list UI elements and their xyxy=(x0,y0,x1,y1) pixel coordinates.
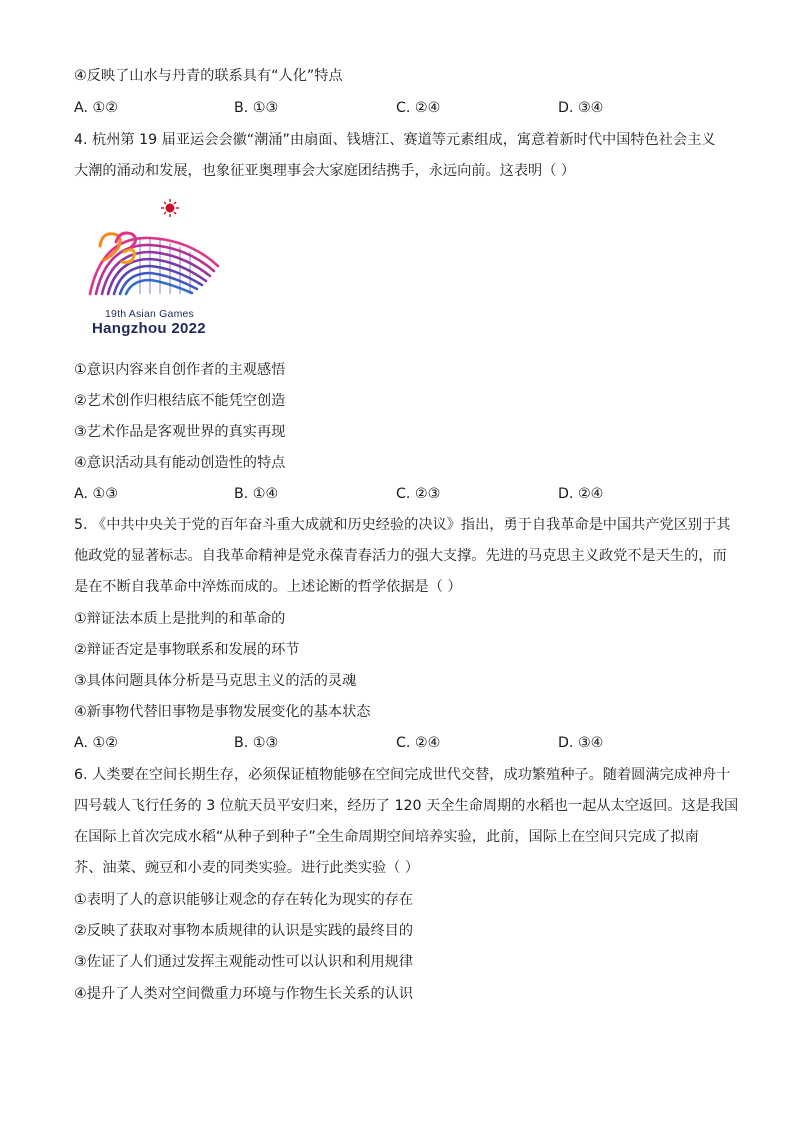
q3-option-c: C. ②④ xyxy=(396,100,441,116)
q4-options xyxy=(74,485,714,503)
q5-option-c: C. ②④ xyxy=(396,735,441,751)
q4-option-a: A. ①③ xyxy=(74,486,118,502)
q6-stem-line-2: 四号载人飞行任务的 3 位航天员平安归来，经历了 120 天全生命周期的水稻也一起从太空返回。这是我国 xyxy=(74,798,739,814)
q5-option-a: A. ①② xyxy=(74,735,118,751)
q4-option-b: B. ①④ xyxy=(234,486,279,502)
q6-stem-line-1: 6. 人类要在空间长期生存，必须保证植物能够在空间完成世代交替，成功繁殖种子。随着圆满完成神舟十 xyxy=(74,767,731,783)
q5-stem-line-2: 他政党的显著标志。自我革命精神是党永葆青春活力的强大支撑。先进的马克思主义政党不是天生的，而 xyxy=(74,548,727,564)
q5-stem-line-3: 是在不断自我革命中淬炼而成的。上述论断的哲学依据是（ ） xyxy=(74,579,462,595)
q6-statement-4: ④提升了人类对空间微重力环境与作物生长关系的认识 xyxy=(74,986,414,1002)
sun-icon xyxy=(161,199,179,217)
swirl-icon xyxy=(100,233,136,262)
q3-options xyxy=(74,99,714,117)
q5-stem-line-1: 5. 《中共中央关于党的百年奋斗重大成就和历史经验的决议》指出，勇于自我革命是中国共产党区别于其 xyxy=(74,517,731,533)
q6-statement-2: ②反映了获取对事物本质规律的认识是实践的最终目的 xyxy=(74,923,414,939)
q3-option-a: A. ①② xyxy=(74,100,118,116)
tide-fan-icon xyxy=(90,238,218,294)
q4-option-c: C. ②③ xyxy=(396,486,441,502)
q5-statement-4: ④新事物代替旧事物是事物发展变化的基本状态 xyxy=(74,704,371,720)
q6-stem-line-3: 在国际上首次完成水稻“从种子到种子”全生命周期空间培养实验，此前，国际上在空间只完成了拟南 xyxy=(74,829,699,845)
q4-statement-3: ③艺术作品是客观世界的真实再现 xyxy=(74,424,286,440)
asian-games-logo xyxy=(80,196,230,342)
q3-option-b: B. ①③ xyxy=(234,100,279,116)
q5-options xyxy=(74,734,714,752)
q4-statement-1: ①意识内容来自创作者的主观感悟 xyxy=(74,362,286,378)
logo-caption-event: 19th Asian Games xyxy=(105,308,194,320)
q4-stem-line-1: 4. 杭州第 19 届亚运会会徽“潮涌”由扇面、钱塘江、赛道等元素组成，寓意着新时代中国特色社会主义 xyxy=(74,132,716,148)
q5-option-d: D. ③④ xyxy=(558,735,604,751)
q6-statement-3: ③佐证了人们通过发挥主观能动性可以认识和利用规律 xyxy=(74,954,414,970)
q4-stem-line-2: 大潮的涌动和发展，也象征亚奥理事会大家庭团结携手，永远向前。这表明（ ） xyxy=(74,163,576,179)
logo-caption-city: Hangzhou 2022 xyxy=(92,320,206,337)
q6-statement-1: ①表明了人的意识能够让观念的存在转化为现实的存在 xyxy=(74,892,414,908)
q3-option-d: D. ③④ xyxy=(558,100,604,116)
q5-statement-2: ②辩证否定是事物联系和发展的环节 xyxy=(74,642,300,658)
q5-statement-3: ③具体问题具体分析是马克思主义的活的灵魂 xyxy=(74,673,357,689)
asian-games-emblem-graphic xyxy=(80,196,230,308)
q6-stem-line-4: 芥、油菜、豌豆和小麦的同类实验。进行此类实验（ ） xyxy=(74,860,420,876)
q4-option-d: D. ②④ xyxy=(558,486,604,502)
q3-statement-4: ④反映了山水与丹青的联系具有“人化”特点 xyxy=(74,68,343,84)
q4-statement-4: ④意识活动具有能动创造性的特点 xyxy=(74,455,286,471)
q5-statement-1: ①辩证法本质上是批判的和革命的 xyxy=(74,611,286,627)
q4-statement-2: ②艺术创作归根结底不能凭空创造 xyxy=(74,393,286,409)
q5-option-b: B. ①③ xyxy=(234,735,279,751)
